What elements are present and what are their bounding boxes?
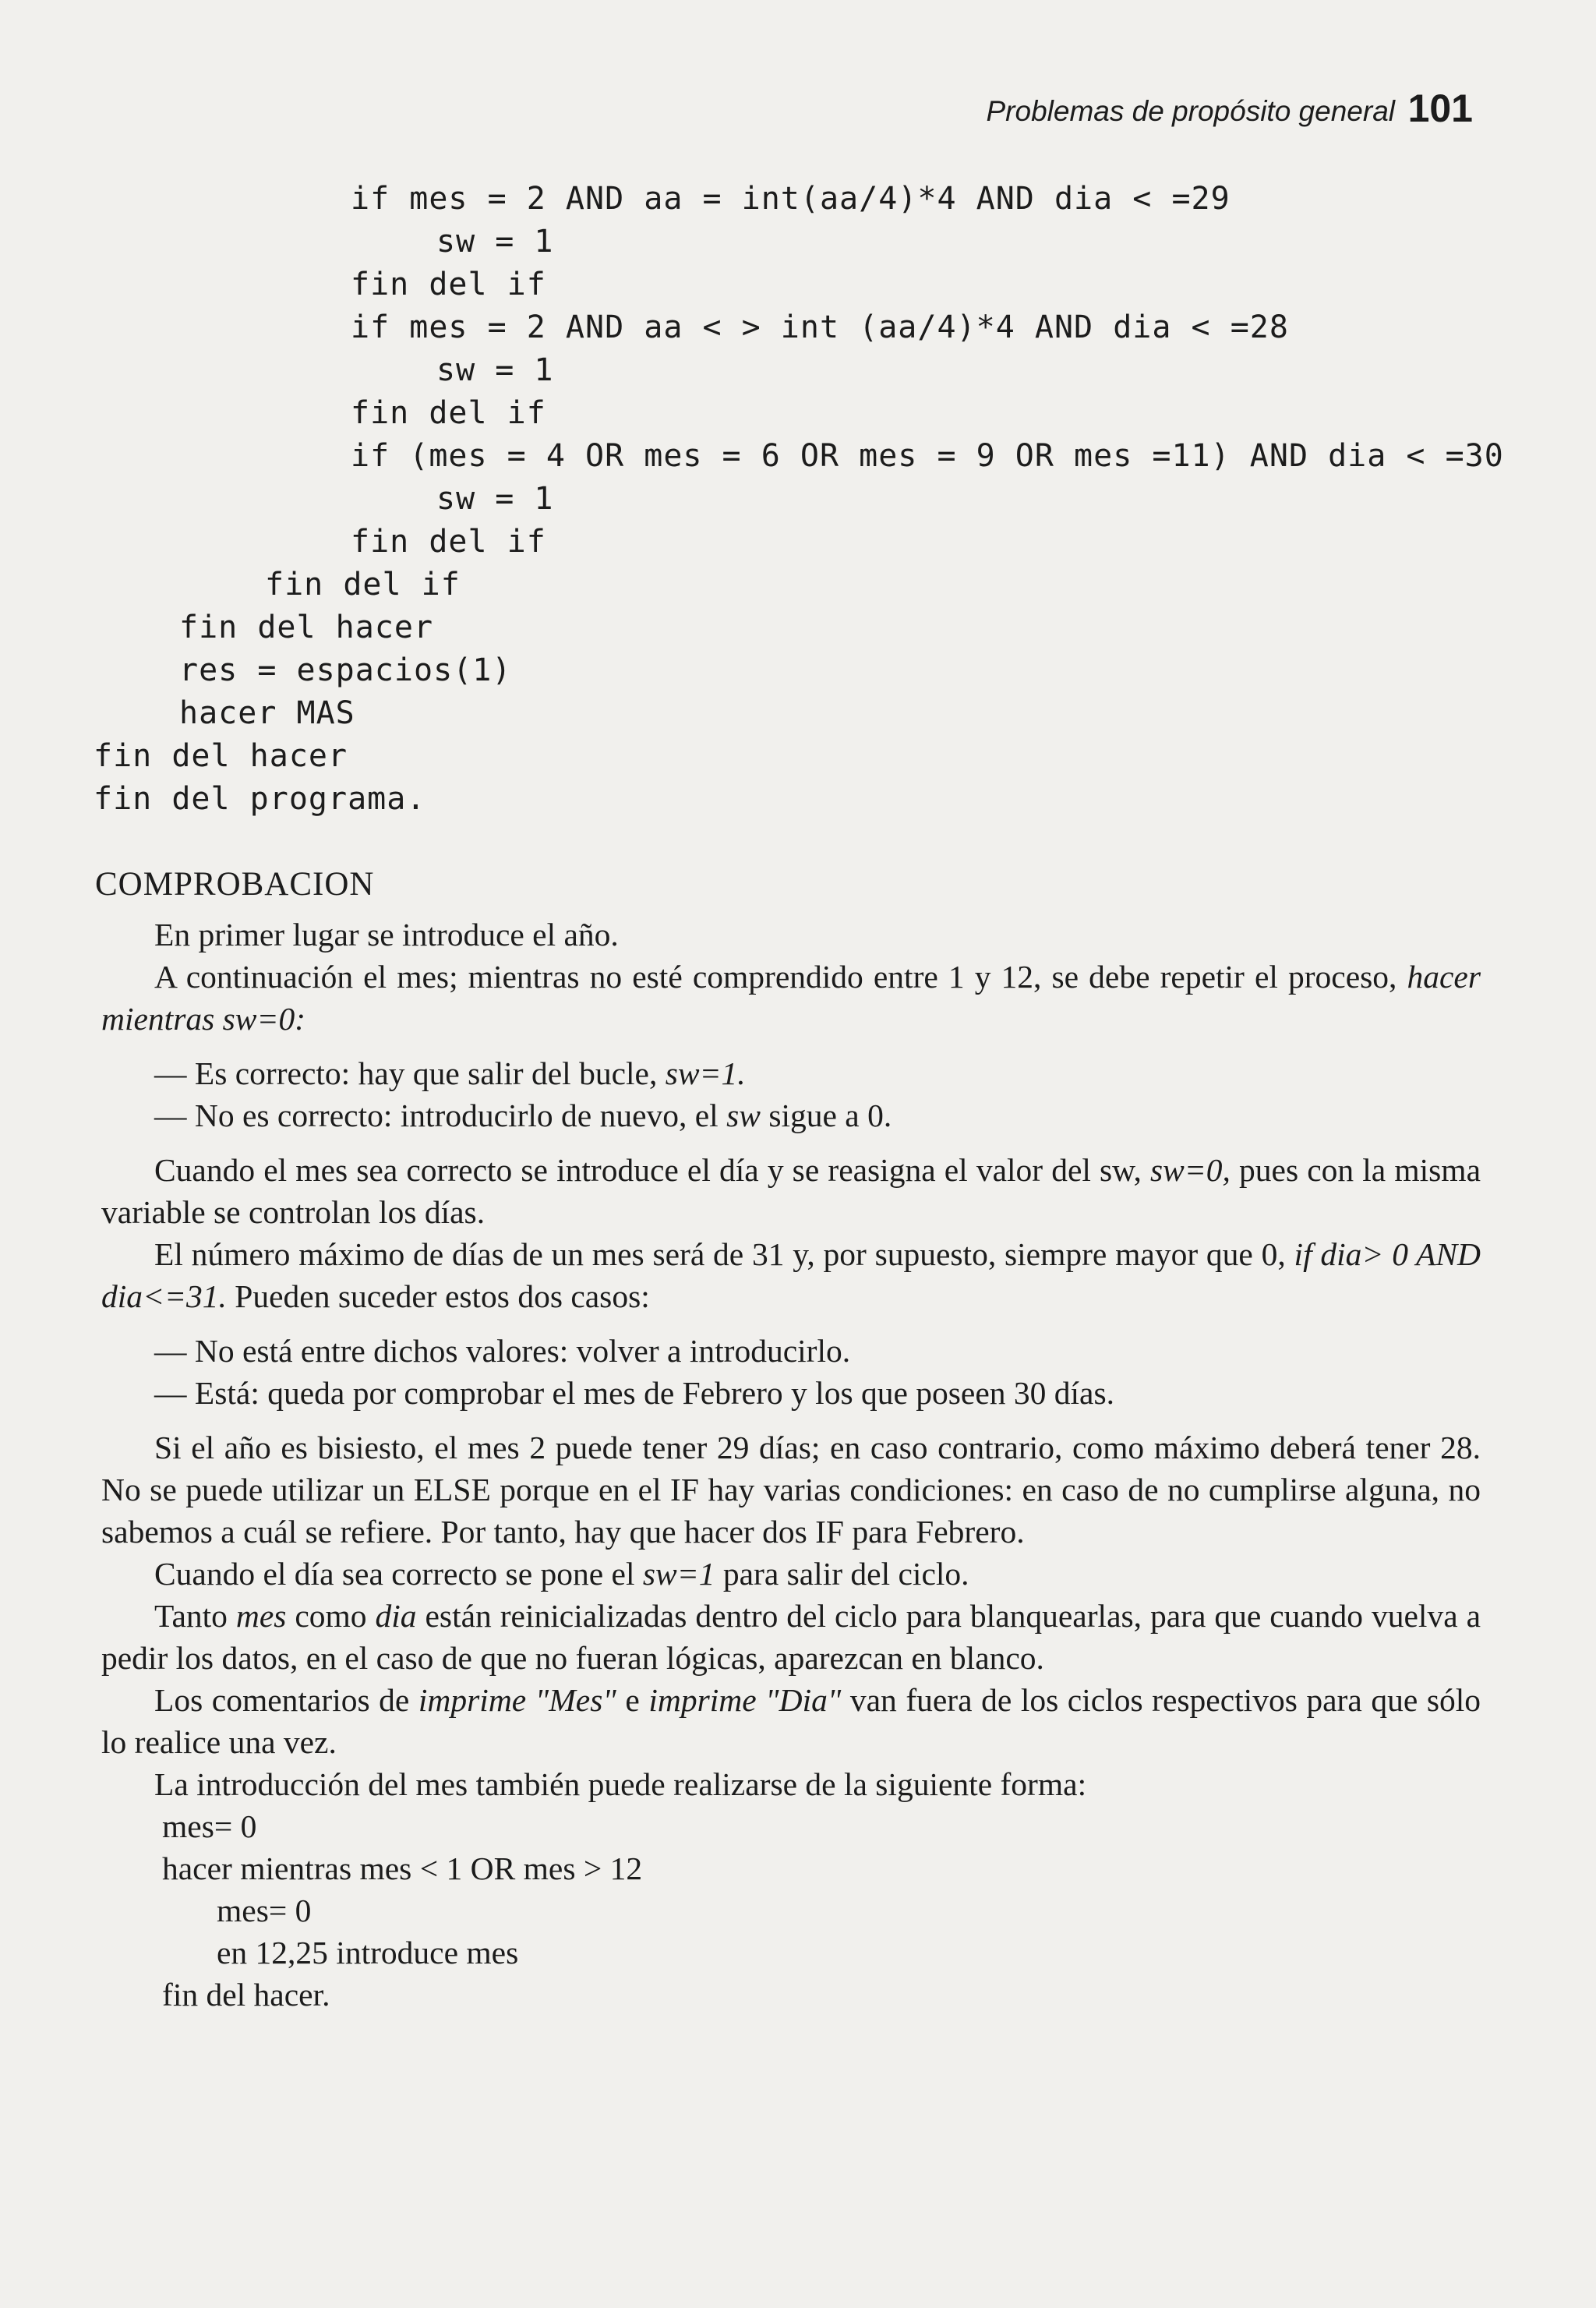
- paragraph: [101, 1763, 1481, 1805]
- text: van fuera de los ciclos respectivos para que sólo lo realice una vez.: [101, 1682, 1481, 1760]
- text: El número máximo de días de un mes será de 31 y, por supuesto, siempre mayor que 0,: [154, 1236, 1294, 1272]
- text: Tanto: [154, 1598, 236, 1634]
- text: — Está: queda por comprobar el mes de Febrero y los que poseen 30 días.: [154, 1375, 1114, 1411]
- code-line: if (mes = 4 OR mes = 6 OR mes = 9 OR mes =11) AND dia < =30: [351, 438, 1504, 474]
- text: para salir del ciclo.: [715, 1556, 969, 1592]
- text: como: [286, 1598, 376, 1634]
- code-line: fin del if: [265, 567, 461, 603]
- paragraph: [101, 1595, 1481, 1679]
- paragraph: [101, 914, 1481, 956]
- text: Pueden suceder estos dos casos:: [226, 1278, 650, 1314]
- code-line: fin del if: [351, 524, 546, 560]
- paragraph: [101, 1149, 1481, 1233]
- text: Cuando el día sea correcto se pone el: [154, 1556, 643, 1592]
- code-line: fin del hacer: [179, 610, 434, 645]
- pseudo-code-line: mes= 0: [162, 1808, 257, 1844]
- paragraph: [101, 1233, 1481, 1317]
- text: — Es correcto: hay que salir del bucle,: [154, 1055, 666, 1091]
- pseudo-code-line: hacer mientras mes < 1 OR mes > 12: [162, 1850, 643, 1886]
- text: Si el año es bisiesto, el mes 2 puede tener 29 días; en caso contrario, como máximo deberá tener 28. No se puede utilizar un ELSE porque en el IF hay varias condiciones: en caso de no cumplirse alguna, no sabemos a cuál se refiere. Por tanto, hay que hacer dos IF para Febrero.: [101, 1430, 1481, 1550]
- code-line: sw = 1: [436, 352, 554, 388]
- text: La introducción del mes también puede realizarse de la siguiente forma:: [154, 1766, 1087, 1802]
- italic-text: imprime "Dia": [648, 1682, 842, 1718]
- list-item: [101, 1330, 1481, 1372]
- code-line: if mes = 2 AND aa < > int (aa/4)*4 AND dia < =28: [351, 309, 1289, 345]
- italic-text: sw: [726, 1097, 761, 1133]
- code-listing: [94, 178, 1504, 821]
- italic-text: sw=1: [642, 1556, 715, 1592]
- code-line: hacer MAS: [179, 695, 355, 731]
- code-line: fin del programa.: [94, 781, 426, 817]
- list-item: [101, 1094, 1481, 1136]
- italic-text: hacer mientras sw=0:: [101, 959, 1481, 1037]
- text: — No está entre dichos valores: volver a introducirlo.: [154, 1333, 851, 1369]
- list-item: [101, 1052, 1481, 1094]
- page-number: 101: [1407, 87, 1473, 130]
- italic-text: mes: [235, 1598, 287, 1634]
- text: En primer lugar se introduce el año.: [154, 917, 619, 953]
- text: Los comentarios de: [154, 1682, 418, 1718]
- text: Cuando el mes sea correcto se introduce el día y se reasigna el valor del sw,: [154, 1152, 1150, 1188]
- code-line: res = espacios(1): [179, 652, 512, 688]
- list-item: [101, 1372, 1481, 1414]
- code-line: fin del if: [351, 395, 546, 431]
- italic-text: if dia> 0 AND dia<=31.: [101, 1236, 1481, 1314]
- pseudo-code-line: mes= 0: [217, 1893, 312, 1928]
- code-line: sw = 1: [436, 481, 554, 517]
- section-heading: COMPROBACION: [95, 866, 375, 903]
- pseudo-code-line: en 12,25 introduce mes: [217, 1935, 519, 1970]
- paragraph: [101, 1553, 1481, 1595]
- text: sigue a 0.: [760, 1097, 892, 1133]
- code-line: sw = 1: [436, 224, 554, 260]
- text: e: [616, 1682, 649, 1718]
- italic-text: sw=1.: [665, 1055, 746, 1091]
- code-line: fin del if: [351, 267, 546, 302]
- pseudo-code-line: fin del hacer.: [162, 1977, 330, 2013]
- text: A continuación el mes; mientras no esté comprendido entre 1 y 12, se debe repetir el proceso,: [154, 959, 1407, 995]
- running-title: Problemas de propósito general: [986, 95, 1395, 127]
- paragraph: [101, 956, 1481, 1040]
- code-line: if mes = 2 AND aa = int(aa/4)*4 AND dia < =29: [351, 181, 1231, 217]
- code-line: fin del hacer: [94, 738, 348, 774]
- paragraph: [101, 1426, 1481, 1553]
- text: están reinicializadas dentro del ciclo para blanquearlas, para que cuando vuelva a pedir los datos, en el caso de que no fueran lógicas, aparezcan en blanco.: [101, 1598, 1481, 1676]
- paragraph: [101, 1679, 1481, 1763]
- section-body: [101, 914, 1481, 2016]
- italic-text: imprime "Mes": [418, 1682, 616, 1718]
- text: — No es correcto: introducirlo de nuevo, el: [154, 1097, 727, 1133]
- italic-text: sw=0,: [1149, 1152, 1231, 1188]
- page-header: [857, 87, 1473, 139]
- italic-text: dia: [375, 1598, 417, 1634]
- text: pues con la misma variable se controlan los días.: [101, 1152, 1481, 1230]
